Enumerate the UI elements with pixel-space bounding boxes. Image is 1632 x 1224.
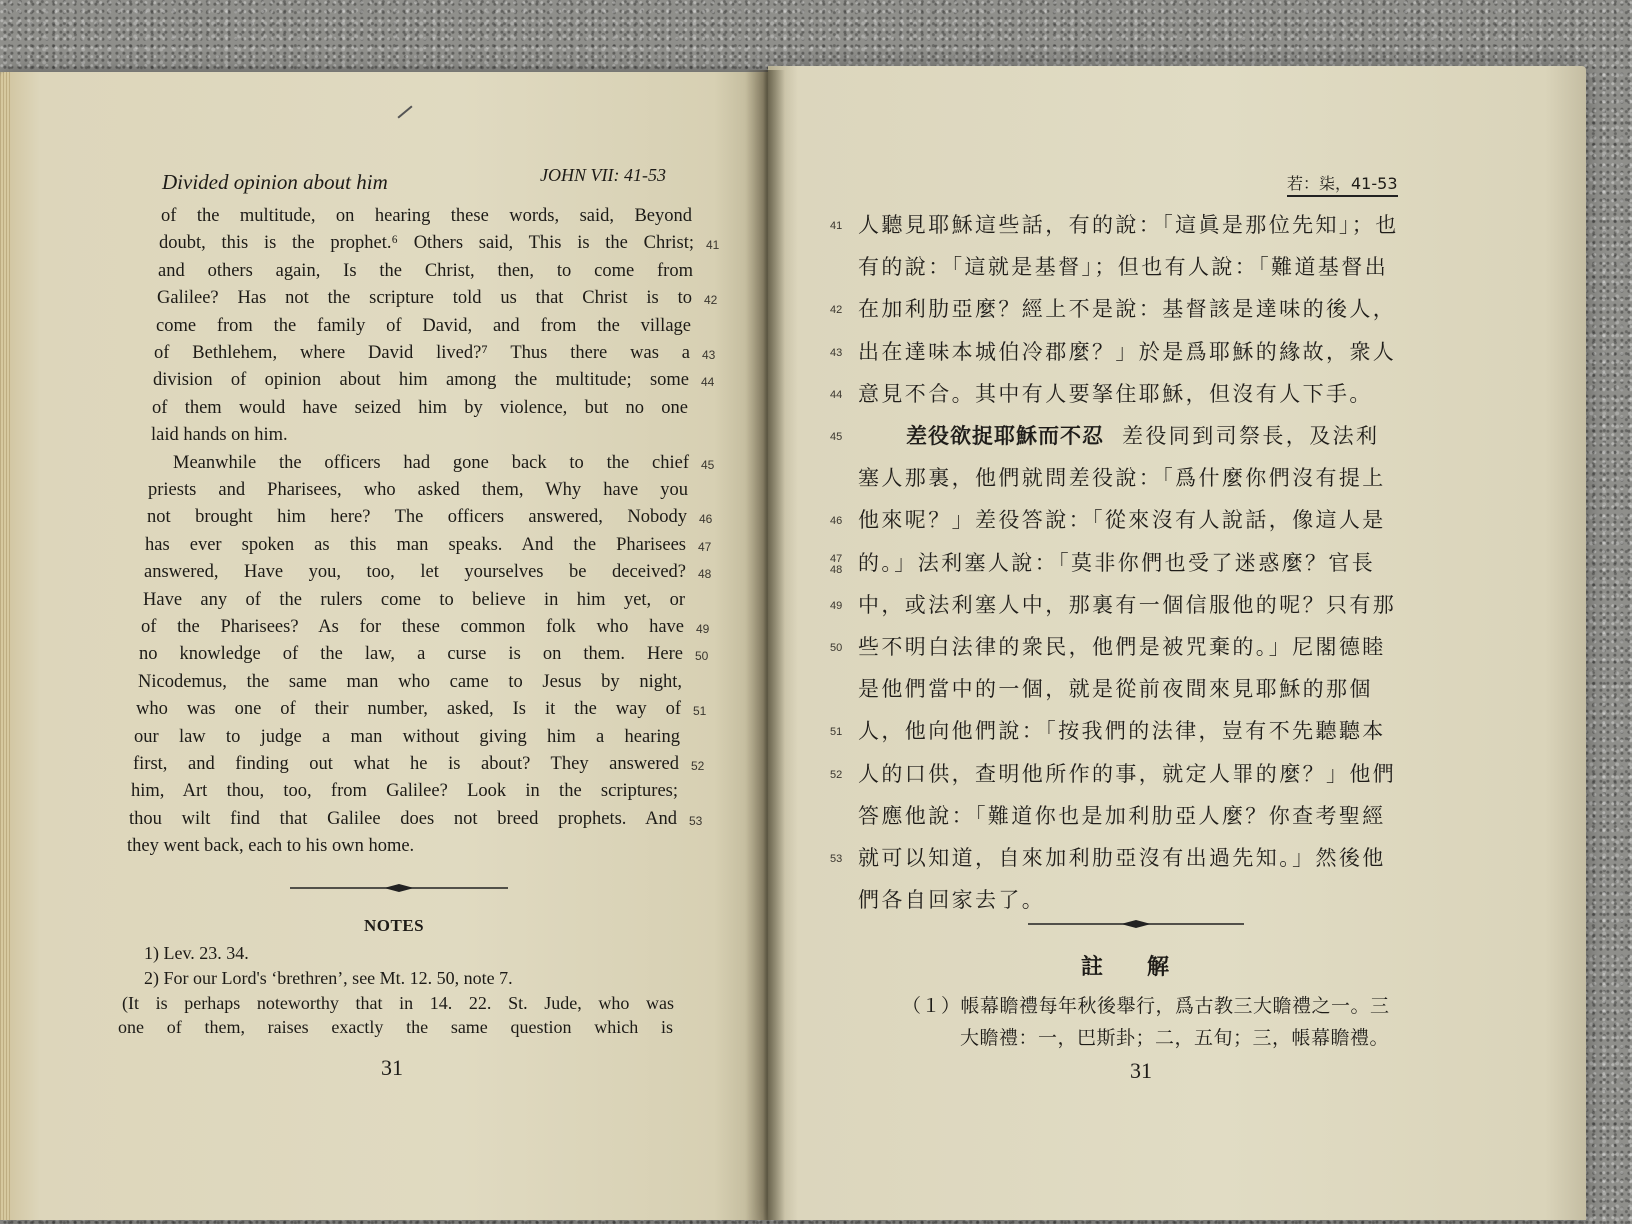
verse-number: 42 <box>830 304 843 317</box>
text-line: 些不明白法律的衆民，他們是被咒棄的。」尼閣德睦 <box>858 635 1386 659</box>
text-line: priests and Pharisees, who asked them, Why have you <box>148 480 688 500</box>
text-line: first, and finding out what he is about? They answered <box>133 754 679 774</box>
text-line-content: 差役同到司祭長，及法利 <box>1122 424 1380 448</box>
note-line: one of them, raises exactly the same question which is <box>118 1017 673 1037</box>
text-line: 就可以知道，自來加利肋亞沒有出過先知。」然後他 <box>858 846 1386 870</box>
text-line: 塞人那裏，他們就問差役說：「爲什麼你們沒有提上 <box>858 466 1386 491</box>
text-line: 出在達味本城伯冷郡麼？」於是爲耶穌的緣故，衆人 <box>858 339 1397 364</box>
verse-number: 48 <box>698 567 712 582</box>
verse-number: 51 <box>830 726 843 739</box>
verse-number: 41 <box>830 220 843 232</box>
verse-number: 45 <box>830 431 843 443</box>
text-line: answered, Have you, too, let yourselves be deceived? <box>144 562 686 583</box>
verse-number: 47 <box>698 539 712 554</box>
section-divider-ornament <box>290 882 508 894</box>
text-line: Have any of the rulers come to believe in him yet, or <box>143 589 685 610</box>
text-line: 人的口供，查明他所作的事，就定人罪的麼？」他們 <box>858 761 1397 786</box>
book-spine <box>745 70 785 1220</box>
text-line: of the Pharisees? As for these common folk who have <box>141 617 684 637</box>
verse-number: 46 <box>830 515 843 528</box>
text-line: of them would have seized him by violence, but no one <box>152 397 688 418</box>
verse-number: 49 <box>696 622 710 636</box>
section-divider-ornament <box>1028 918 1244 930</box>
text-line: 是他們當中的一個，就是從前夜間來見耶穌的那個 <box>858 677 1373 702</box>
text-line: 們各自回家去了。 <box>858 888 1046 913</box>
note-line: 大瞻禮：一，巴斯卦；二，五旬；三，帳幕瞻禮。 <box>960 1027 1390 1049</box>
verse-number: 52 <box>830 768 843 781</box>
text-line: Nicodemus, the same man who came to Jesus by night, <box>138 671 682 692</box>
text-line: laid hands on him. <box>151 425 288 446</box>
text-line: 中，或法利塞人中，那裏有一個信服他的呢？只有那 <box>858 592 1397 617</box>
text-line: 的。」法利塞人說：「莫非你們也受了迷惑麼？官長 <box>858 550 1376 575</box>
verse-number: 50 <box>830 642 843 654</box>
text-line: 他來呢？」差役答說：「從來沒有人說話，像這人是 <box>858 508 1386 533</box>
text-line: 有的說：「這就是基督」；但也有人說：「難道基督出 <box>858 255 1389 280</box>
verse-number: 51 <box>693 704 707 719</box>
notes-heading: NOTES <box>364 916 425 935</box>
text-line: of Bethlehem, where David lived?⁷ Thus there was a <box>154 343 690 363</box>
text-line: of the multitude, on hearing these words, said, Beyond <box>161 206 692 226</box>
text-line: 人，他向他們說：「按我們的法律，豈有不先聽聽本 <box>858 719 1386 744</box>
verse-number: 50 <box>695 649 709 664</box>
text-line: 答應他說：「難道你也是加利肋亞人麼？你查考聖經 <box>858 803 1386 828</box>
text-line: division of opinion about him among the multitude; some <box>153 370 689 391</box>
text-line: come from the family of David, and from the village <box>156 315 691 336</box>
text-line: him, Art thou, too, from Galilee? Look in the scriptures; <box>131 781 678 802</box>
running-head-title: Divided opinion about him <box>162 170 388 194</box>
text-line: who was one of their number, asked, Is it the way of <box>136 699 681 720</box>
verse-number: 45 <box>701 457 715 472</box>
note-line: 2) For our Lord's ‘brethren’, see Mt. 12. 50, note 7. <box>144 968 513 988</box>
verse-number: 47 48 <box>830 552 843 576</box>
running-head-reference: 若：柒，41-53 <box>1287 171 1398 197</box>
text-line: not brought him here? The officers answered, Nobody <box>147 507 687 528</box>
text-line <box>906 423 1379 449</box>
text-line: and others again, Is the Christ, then, to come from <box>158 260 693 281</box>
text-line: 在加利肋亞麼？經上不是說：基督該是達味的後人， <box>858 297 1397 322</box>
notes-heading: 註解 <box>1081 955 1214 980</box>
verse-number: 43 <box>702 348 716 362</box>
verse-number: 52 <box>691 759 705 773</box>
text-line: no knowledge of the law, a curse is on them. Here <box>139 644 683 665</box>
text-line: 人聽見耶穌這些話，有的說：「這眞是那位先知」；也 <box>858 213 1399 237</box>
verse-number: 41 <box>706 238 720 253</box>
page-number: 31 <box>1130 1058 1152 1083</box>
text-line: 意見不合。其中有人要拏住耶穌，但沒有人下手。 <box>858 381 1373 406</box>
page-edge-stack <box>0 72 10 1220</box>
running-head-reference: JOHN VII: 41-53 <box>540 165 666 185</box>
text-line: Galilee? Has not the scripture told us that Christ is to <box>157 288 692 309</box>
page-number: 31 <box>381 1055 403 1080</box>
text-line: thou wilt find that Galilee does not breed prophets. And <box>129 808 677 829</box>
text-line: our law to judge a man without giving him a hearing <box>134 726 680 747</box>
text-line: has ever spoken as this man speaks. And the Pharisees <box>145 534 686 555</box>
note-line: (It is perhaps noteworthy that in 14. 22. St. Jude, who was <box>122 993 674 1013</box>
verse-number: 53 <box>689 813 703 828</box>
verse-number: 42 <box>704 293 718 308</box>
verse-number: 53 <box>830 853 843 865</box>
note-line: （１）帳幕瞻禮每年秋後舉行，爲古教三大瞻禮之一。三 <box>902 995 1390 1017</box>
section-heading: 差役欲捉耶穌而不忍 <box>906 424 1104 448</box>
verse-number: 49 <box>830 599 843 612</box>
verse-number: 44 <box>701 375 715 390</box>
text-line: Meanwhile the officers had gone back to the chief <box>173 452 689 473</box>
note-line: 1) Lev. 23. 34. <box>144 943 249 963</box>
verse-number: 44 <box>830 388 843 401</box>
verse-number: 46 <box>699 512 713 527</box>
text-line: doubt, this is the prophet.⁶ Others said, This is the Christ; <box>159 233 694 254</box>
verse-number: 43 <box>830 346 843 359</box>
text-line: they went back, each to his own home. <box>127 836 415 857</box>
